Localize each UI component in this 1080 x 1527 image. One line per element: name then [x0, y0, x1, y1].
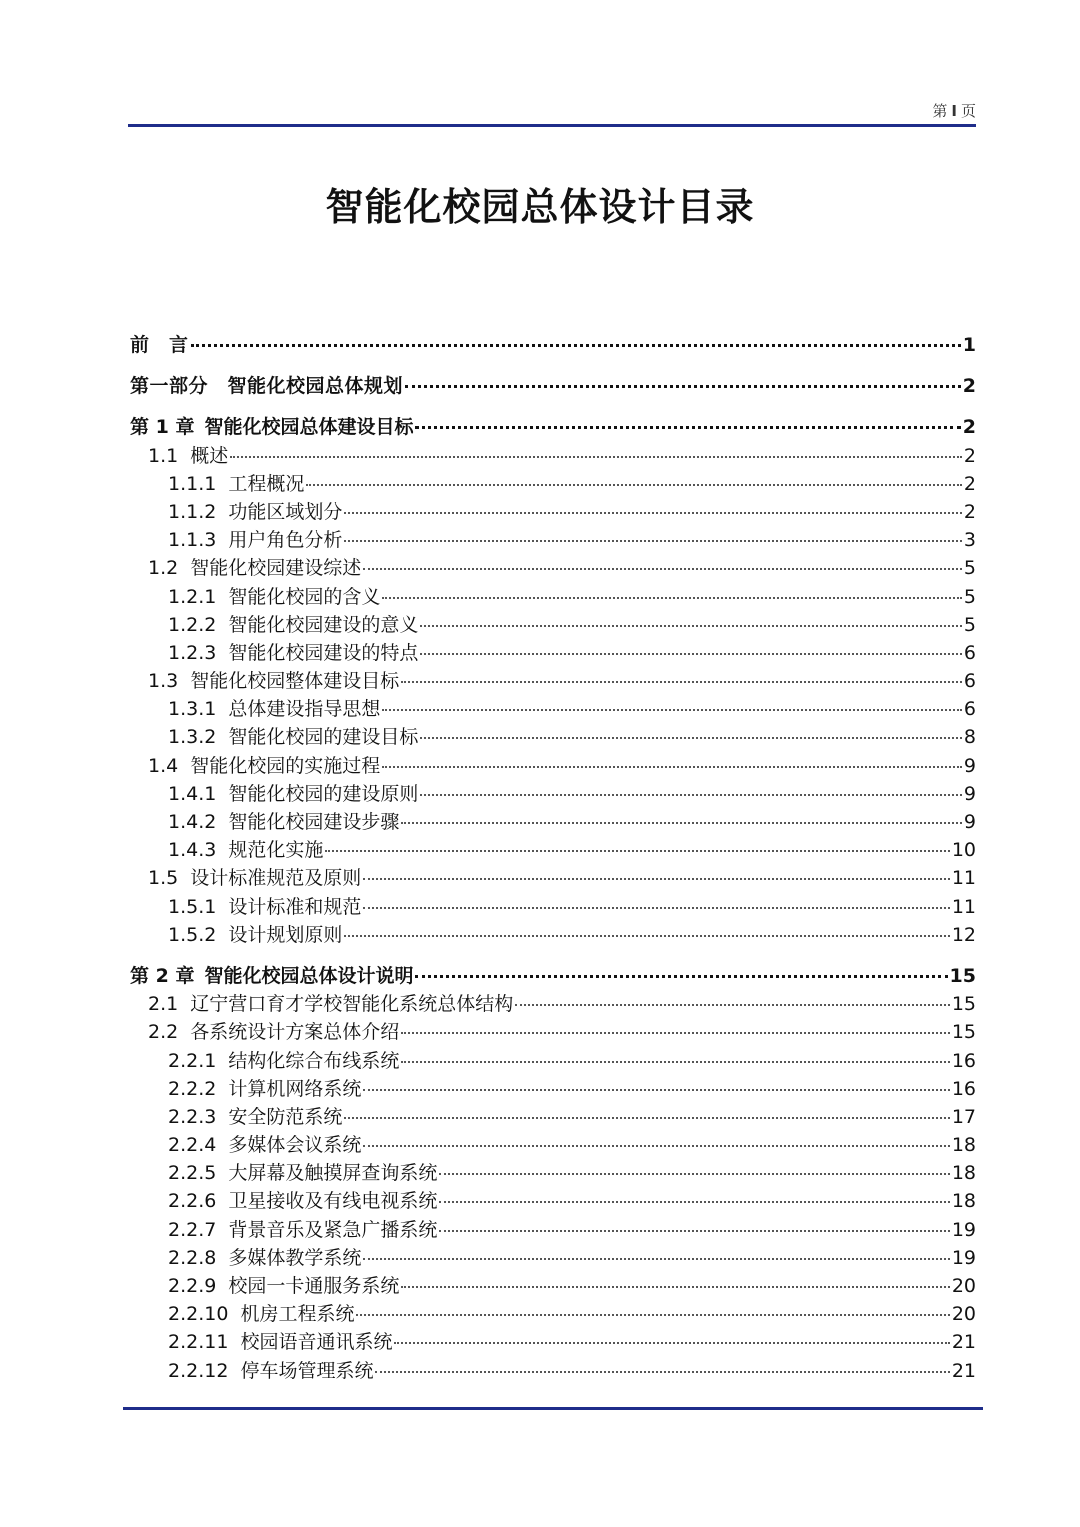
toc-entry-title: 功能区域划分	[228, 500, 343, 523]
toc-entry-title: 安全防范系统	[228, 1105, 343, 1128]
toc-dot-leader	[344, 540, 962, 542]
toc-entry-number: 1.4.2	[168, 811, 217, 833]
toc-entry[interactable]	[130, 961, 976, 989]
toc-page-number: 6	[963, 641, 976, 664]
toc-entry-label	[168, 638, 418, 665]
toc-entry-label	[168, 497, 342, 524]
toc-entry-number: 2.1	[148, 993, 179, 1016]
toc-entry-number: 1.1.1	[168, 472, 217, 495]
header-rule	[128, 124, 976, 127]
toc-page-number: 9	[963, 811, 976, 833]
toc-entry-title: 校园一卡通服务系统	[228, 1275, 400, 1297]
toc-entry-label	[168, 1271, 399, 1298]
toc-entry-label	[168, 1215, 437, 1242]
toc-page-number: 5	[963, 613, 976, 636]
toc-entry-number: 2.2.5	[168, 1162, 217, 1185]
toc-dot-leader	[405, 385, 961, 388]
toc-entry-number: 2.2.12	[168, 1359, 229, 1382]
toc-dot-leader	[420, 625, 962, 627]
toc-entry-number: 2.2.3	[168, 1105, 217, 1128]
toc-entry[interactable]	[130, 807, 976, 835]
toc-page-number: 2	[963, 472, 976, 495]
toc-entry-number: 2.2.4	[168, 1134, 217, 1157]
toc-page-number: 18	[951, 1190, 976, 1213]
toc-dot-leader	[401, 1061, 949, 1063]
toc-entry-label	[168, 1074, 361, 1101]
toc-page-number: 6	[963, 698, 976, 721]
toc-page-number: 19	[951, 1218, 976, 1241]
toc-entry-number: 1.2.1	[168, 585, 217, 608]
toc-dot-leader	[306, 484, 962, 486]
toc-dot-leader	[230, 456, 962, 458]
toc-dot-leader	[439, 1230, 949, 1232]
toc-entry-label	[168, 722, 418, 749]
toc-entry-number: 2.2.1	[168, 1049, 217, 1072]
toc-page-number: 20	[951, 1275, 976, 1297]
toc-entry[interactable]	[130, 779, 976, 807]
toc-entry-title: 智能化校园总体建设目标	[204, 416, 414, 439]
toc-entry-number: 1.5	[148, 867, 179, 890]
toc-entry[interactable]	[130, 497, 976, 525]
toc-page-number: 18	[951, 1134, 976, 1157]
toc-entry[interactable]	[130, 1356, 976, 1384]
toc-entry-title: 智能化校园的建设目标	[228, 726, 419, 749]
toc-entry-title: 卫星接收及有线电视系统	[228, 1190, 438, 1213]
toc-page-number: 5	[963, 585, 976, 608]
toc-dot-leader	[344, 1117, 949, 1119]
toc-entry-number: 1.1.2	[168, 500, 217, 523]
toc-entry[interactable]	[130, 525, 976, 553]
toc-entry-title: 智能化校园建设的特点	[228, 641, 419, 664]
toc-entry[interactable]	[130, 638, 976, 666]
toc-entry-title: 计算机网络系统	[228, 1077, 362, 1100]
toc-entry-number: 1.1.3	[168, 529, 217, 552]
toc-page-number: 17	[951, 1105, 976, 1128]
toc-dot-leader	[363, 568, 962, 570]
toc-entry[interactable]	[130, 1158, 976, 1186]
toc-entry[interactable]	[130, 722, 976, 750]
toc-entry-title: 智能化校园总体设计说明	[204, 964, 414, 987]
toc-entry[interactable]	[130, 666, 976, 694]
toc-entry-title: 多媒体会议系统	[228, 1134, 362, 1157]
toc-entry[interactable]	[130, 371, 976, 399]
toc-page-number: 21	[951, 1331, 976, 1354]
toc-entry-number: 2.2.11	[168, 1331, 229, 1354]
toc-entry-label	[130, 330, 189, 357]
toc-entry-label	[168, 694, 380, 721]
toc-entry[interactable]	[130, 330, 976, 358]
toc-entry-label	[148, 1017, 399, 1044]
toc-entry-title: 辽宁营口育才学校智能化系统总体结构	[190, 993, 514, 1016]
toc-entry-title: 多媒体教学系统	[228, 1246, 362, 1269]
toc-entry-number: 2.2.10	[168, 1303, 229, 1326]
toc-dot-leader	[401, 1032, 950, 1034]
toc-entry-title: 总体建设指导思想	[228, 698, 381, 721]
toc-entry[interactable]	[130, 582, 976, 610]
toc-page-number: 2	[962, 416, 976, 439]
toc-entry[interactable]	[130, 1327, 976, 1355]
toc-dot-leader	[325, 850, 949, 852]
page-number: I	[951, 102, 957, 120]
toc-page-number: 16	[951, 1049, 976, 1072]
toc-entry-label	[168, 1130, 361, 1157]
toc-dot-leader	[382, 709, 962, 711]
footer-rule	[123, 1407, 983, 1410]
toc-entry-label	[168, 1158, 437, 1185]
toc-entry[interactable]	[130, 553, 976, 581]
toc-entry-title: 背景音乐及紧急广播系统	[228, 1218, 438, 1241]
toc-entry[interactable]	[130, 989, 976, 1017]
toc-dot-leader	[415, 975, 947, 978]
toc-dot-leader	[515, 1004, 950, 1006]
toc-entry-number: 1.5.1	[168, 895, 217, 918]
toc-entry[interactable]	[130, 412, 976, 440]
toc-dot-leader	[363, 1258, 949, 1260]
toc-entry-label	[168, 1102, 342, 1129]
toc-entry-label	[148, 863, 361, 890]
toc-entry[interactable]	[130, 1017, 976, 1045]
toc-entry-label	[168, 779, 418, 806]
toc-entry-title: 机房工程系统	[240, 1303, 355, 1326]
toc-entry-label	[148, 666, 399, 693]
toc-page-number: 15	[949, 964, 976, 987]
toc-entry-title: 智能化校园建设步骤	[228, 811, 400, 833]
toc-dot-leader	[415, 426, 960, 429]
toc-entry[interactable]	[130, 1074, 976, 1102]
toc-dot-leader	[401, 822, 962, 824]
toc-entry[interactable]	[130, 1215, 976, 1243]
toc-page-number: 9	[963, 782, 976, 805]
toc-entry-label	[168, 892, 361, 919]
toc-page-number: 11	[951, 867, 976, 890]
toc-dot-leader	[344, 935, 949, 937]
toc-dot-leader	[375, 1371, 949, 1373]
toc-entry-number: 1.3	[148, 670, 179, 693]
toc-entry-label	[168, 610, 418, 637]
toc-dot-leader	[394, 1342, 949, 1344]
toc-entry-number: 2.2.6	[168, 1190, 217, 1213]
toc-entry-number: 1.2	[148, 557, 179, 580]
table-of-contents	[130, 330, 976, 1384]
toc-entry-title: 前 言	[130, 334, 189, 356]
toc-page-number: 6	[963, 670, 976, 693]
toc-dot-leader	[420, 737, 962, 739]
toc-page-number: 5	[963, 557, 976, 580]
toc-entry[interactable]	[130, 469, 976, 497]
toc-page-number: 15	[951, 993, 976, 1016]
page-label-prefix: 第	[932, 102, 948, 120]
toc-entry-label	[168, 469, 304, 496]
toc-page-number: 11	[951, 895, 976, 918]
toc-page-number: 18	[951, 1162, 976, 1185]
toc-entry-label	[148, 553, 361, 580]
toc-entry[interactable]	[130, 1102, 976, 1130]
toc-entry-label	[168, 1356, 373, 1383]
toc-page-number: 12	[951, 923, 976, 946]
toc-page-number: 1	[962, 334, 976, 356]
toc-entry[interactable]	[130, 920, 976, 948]
toc-entry[interactable]	[130, 610, 976, 638]
toc-entry-title: 智能化校园建设的意义	[228, 613, 419, 636]
toc-entry-title: 智能化校园整体建设目标	[190, 670, 400, 693]
toc-entry-label	[168, 835, 323, 862]
toc-dot-leader	[363, 1145, 949, 1147]
toc-dot-leader	[356, 1314, 949, 1316]
toc-dot-leader	[420, 794, 962, 796]
toc-dot-leader	[363, 907, 949, 909]
page-header	[128, 100, 976, 121]
toc-entry-title: 第一部分 智能化校园总体规划	[130, 375, 404, 398]
toc-entry-title: 各系统设计方案总体介绍	[190, 1021, 400, 1044]
toc-entry-title: 设计标准规范及原则	[190, 867, 362, 890]
toc-entry-title: 用户角色分析	[228, 529, 343, 552]
toc-entry-number: 1.2.3	[168, 641, 217, 664]
toc-entry[interactable]	[130, 892, 976, 920]
toc-entry-label	[168, 1186, 437, 1213]
toc-entry[interactable]	[130, 835, 976, 863]
toc-entry-number: 2.2.9	[168, 1275, 217, 1297]
toc-entry-title: 校园语音通讯系统	[240, 1331, 393, 1354]
document-title: 智能化校园总体设计目录	[325, 185, 755, 229]
toc-entry-label	[168, 525, 342, 552]
toc-entry-label	[168, 920, 342, 947]
toc-dot-leader	[401, 1286, 949, 1288]
toc-page-number: 21	[951, 1359, 976, 1382]
toc-page-number: 8	[963, 726, 976, 749]
toc-entry-title: 大屏幕及触摸屏查询系统	[228, 1162, 438, 1185]
toc-entry[interactable]	[130, 441, 976, 469]
toc-entry-number: 1.3.2	[168, 726, 217, 749]
toc-entry-number: 1.2.2	[168, 613, 217, 636]
toc-entry-label	[148, 751, 380, 778]
toc-entry[interactable]	[130, 751, 976, 779]
toc-entry-label	[168, 1046, 399, 1073]
toc-entry-label	[168, 807, 399, 834]
toc-entry-number: 2.2.7	[168, 1218, 217, 1241]
toc-page-number: 2	[962, 375, 976, 398]
toc-page-number: 2	[963, 444, 976, 467]
toc-dot-leader	[439, 1173, 949, 1175]
toc-entry-label	[148, 441, 228, 468]
toc-entry-number: 1.4.1	[168, 782, 217, 805]
toc-dot-leader	[363, 1089, 949, 1091]
toc-dot-leader	[382, 766, 962, 768]
toc-entry-label	[168, 1243, 361, 1270]
toc-entry[interactable]	[130, 1186, 976, 1214]
toc-entry-title: 智能化校园建设综述	[190, 557, 362, 580]
toc-page-number: 16	[951, 1077, 976, 1100]
toc-dot-leader	[420, 653, 962, 655]
toc-entry-title: 智能化校园的建设原则	[228, 782, 419, 805]
toc-page-number: 19	[951, 1246, 976, 1269]
toc-entry-title: 停车场管理系统	[240, 1359, 374, 1382]
toc-dot-leader	[439, 1201, 949, 1203]
toc-dot-leader	[363, 878, 950, 880]
toc-page-number: 15	[951, 1021, 976, 1044]
toc-entry-label	[130, 371, 403, 398]
toc-page-number: 9	[963, 754, 976, 777]
toc-entry-label	[130, 961, 413, 988]
toc-entry-number: 2.2	[148, 1021, 179, 1044]
page-label-suffix: 页	[960, 102, 976, 120]
toc-entry-number: 第 2 章	[130, 964, 195, 987]
toc-entry-number: 2.2.8	[168, 1246, 217, 1269]
toc-page-number: 10	[951, 839, 976, 862]
toc-entry-title: 规范化实施	[228, 839, 324, 862]
toc-entry-label	[168, 1299, 354, 1326]
toc-entry[interactable]	[130, 694, 976, 722]
toc-entry-number: 1.4	[148, 754, 179, 777]
toc-entry-number: 1.1	[148, 444, 179, 467]
toc-dot-leader	[191, 344, 961, 347]
toc-entry-title: 结构化综合布线系统	[228, 1049, 400, 1072]
toc-entry-number: 1.5.2	[168, 923, 217, 946]
toc-entry[interactable]	[130, 1243, 976, 1271]
toc-entry-number: 1.4.3	[168, 839, 217, 862]
toc-entry-title: 智能化校园的实施过程	[190, 754, 381, 777]
toc-entry-title: 设计标准和规范	[228, 895, 362, 918]
toc-entry-number: 第 1 章	[130, 416, 195, 439]
toc-dot-leader	[344, 512, 962, 514]
toc-entry-label	[130, 412, 413, 439]
toc-page-number: 20	[951, 1303, 976, 1326]
toc-dot-leader	[382, 597, 962, 599]
toc-entry[interactable]	[130, 1046, 976, 1074]
toc-entry[interactable]	[130, 1299, 976, 1327]
toc-entry[interactable]	[130, 1130, 976, 1158]
toc-entry-title: 工程概况	[228, 472, 305, 495]
toc-page-number: 3	[963, 529, 976, 552]
toc-entry[interactable]	[130, 863, 976, 891]
toc-entry-title: 智能化校园的含义	[228, 585, 381, 608]
toc-entry[interactable]	[130, 1271, 976, 1299]
toc-entry-title: 设计规划原则	[228, 923, 343, 946]
toc-page-number: 2	[963, 500, 976, 523]
toc-entry-label	[168, 582, 380, 609]
toc-dot-leader	[401, 681, 962, 683]
toc-entry-number: 1.3.1	[168, 698, 217, 721]
toc-entry-number: 2.2.2	[168, 1077, 217, 1100]
toc-entry-label	[168, 1327, 392, 1354]
toc-entry-label	[148, 989, 513, 1016]
toc-entry-title: 概述	[190, 444, 229, 467]
